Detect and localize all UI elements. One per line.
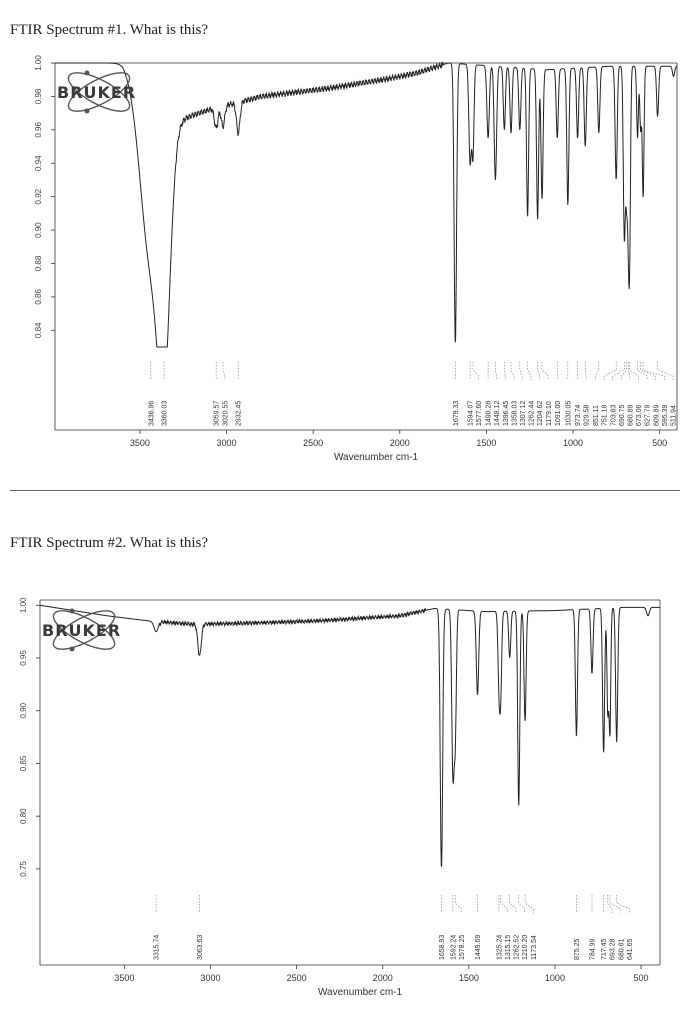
peak-label: 875.25: [573, 938, 581, 960]
y-tick-label: 0.95: [19, 650, 29, 666]
bruker-logo-text: BRUKER: [42, 621, 122, 640]
peak-label: 1490.28: [485, 400, 493, 426]
peak-label: 1577.60: [476, 400, 484, 426]
peak-label: 1210.20: [522, 934, 530, 960]
spectrum-2-heading: FTIR Spectrum #2. What is this?: [10, 535, 209, 551]
peak-label: 973.74: [575, 404, 583, 426]
logo-electron: [85, 109, 90, 114]
y-tick-label: 0.88: [34, 255, 44, 272]
spectrum-1-heading: FTIR Spectrum #1. What is this?: [10, 22, 209, 38]
peak-label: 511.94: [670, 405, 678, 426]
peak-label: 680.89: [627, 404, 635, 426]
peak-label: 1396.45: [502, 400, 510, 426]
x-tick-label: 1500: [476, 438, 497, 448]
peak-leader-line: [538, 362, 540, 380]
y-tick-label: 0.96: [34, 122, 44, 138]
peak-label: 1679.33: [452, 400, 460, 426]
peak-label: 3315.74: [153, 934, 161, 960]
peak-leader-line: [604, 362, 616, 380]
x-tick-label: 1500: [458, 973, 479, 983]
peak-leader-line: [628, 362, 630, 380]
peak-label: 751.18: [601, 404, 609, 426]
y-tick-label: 0.90: [34, 222, 44, 238]
y-tick-label: 0.94: [34, 155, 44, 172]
y-tick-label: 0.84: [34, 322, 44, 339]
x-axis-title: Wavenumber cm-1: [333, 452, 419, 463]
logo-electron: [70, 609, 75, 614]
peak-leader-line: [610, 895, 621, 913]
logo-electron: [70, 647, 75, 652]
peak-label: 1325.24: [496, 934, 504, 960]
peak-label: 1592.24: [450, 934, 458, 960]
peak-label: 690.75: [618, 404, 626, 426]
spectrum-trace: [40, 605, 660, 866]
peak-label: 3059.57: [213, 400, 221, 426]
peak-label: 3360.03: [161, 400, 169, 426]
x-tick-label: 1000: [563, 438, 584, 448]
x-tick-label: 500: [652, 438, 668, 448]
peak-leader-line: [641, 362, 656, 380]
y-tick-label: 0.92: [34, 188, 44, 205]
y-tick-label: 0.85: [19, 755, 29, 772]
peak-label: 1594.07: [467, 400, 475, 426]
peak-leader-line: [501, 895, 508, 913]
peak-label: 3063.63: [197, 934, 205, 960]
x-tick-label: 2000: [389, 438, 410, 448]
peak-leader-line: [585, 362, 586, 380]
y-tick-label: 0.80: [19, 808, 29, 824]
peak-label: 1262.52: [513, 934, 521, 960]
peak-label: 680.81: [618, 938, 626, 960]
logo-electron: [85, 71, 90, 76]
x-tick-label: 2500: [303, 438, 324, 448]
peak-label: 627.79: [644, 404, 652, 426]
x-tick-label: 1000: [544, 973, 565, 983]
peak-label: 1358.03: [511, 400, 519, 426]
peak-label: 1030.05: [565, 400, 573, 426]
peak-leader-line: [520, 362, 523, 380]
peak-label: 641.65: [626, 938, 634, 960]
y-tick-label: 0.90: [19, 702, 29, 719]
section-divider: [10, 490, 680, 491]
peak-leader-line: [542, 362, 548, 380]
peak-leader-line: [504, 362, 505, 380]
x-tick-label: 3500: [114, 973, 135, 983]
x-tick-label: 3000: [200, 973, 221, 983]
x-tick-label: 2500: [286, 973, 307, 983]
peak-leader-line: [519, 895, 525, 913]
bruker-logo: [57, 65, 136, 118]
x-tick-label: 3000: [216, 438, 237, 448]
x-tick-label: 500: [633, 973, 649, 983]
peak-leader-line: [511, 362, 514, 380]
y-tick-label: 0.86: [34, 289, 44, 305]
peak-leader-line: [596, 362, 599, 380]
peak-leader-line: [658, 362, 673, 380]
peak-label: 673.06: [636, 404, 644, 426]
peak-label: 929.58: [583, 404, 591, 426]
peak-label: 3436.96: [148, 400, 156, 426]
peak-label: 1658.93: [438, 934, 446, 960]
spectrum-trace: [55, 62, 677, 347]
peak-label: 1262.44: [528, 400, 536, 426]
peak-label: 784.99: [589, 938, 597, 960]
peak-leader-line: [525, 895, 533, 913]
peak-leader-line: [528, 362, 532, 380]
peak-leader-line: [223, 362, 225, 380]
x-tick-label: 2000: [372, 973, 393, 983]
peak-label: 1091.00: [554, 400, 562, 426]
peak-label: 1307.12: [519, 400, 527, 426]
peak-leader-line: [455, 895, 461, 913]
y-tick-label: 1.00: [34, 55, 44, 71]
peak-label: 1179.10: [545, 401, 553, 426]
peak-leader-line: [473, 362, 479, 380]
peak-label: 1578.25: [459, 934, 467, 960]
peak-label: 851.11: [593, 405, 601, 426]
spectrum-2-chart: [0, 590, 700, 1010]
bruker-logo-text: BRUKER: [57, 83, 137, 102]
peak-label: 1449.69: [474, 934, 482, 960]
peak-label: 693.28: [609, 938, 617, 960]
peak-leader-line: [495, 362, 496, 380]
x-axis-title: Wavenumber cm-1: [317, 987, 403, 998]
y-tick-label: 0.98: [34, 88, 44, 105]
y-tick-label: 0.75: [19, 861, 29, 877]
peak-label: 3020.55: [222, 400, 230, 426]
peak-leader-line: [510, 895, 516, 913]
peak-label: 703.83: [610, 404, 618, 426]
peak-label: 1448.12: [494, 400, 502, 426]
peak-label: 1173.54: [530, 935, 538, 960]
peak-leader-line: [630, 362, 639, 380]
peak-label: 609.89: [653, 404, 661, 426]
peak-leader-line: [643, 362, 664, 380]
peak-label: 2932.45: [235, 400, 243, 426]
spectrum-1-chart: [0, 50, 700, 490]
peak-label: 717.45: [601, 938, 609, 960]
peak-label: 1315.15: [505, 934, 513, 960]
peak-label: 1204.62: [537, 400, 545, 426]
peak-label: 595.39: [661, 404, 669, 426]
x-tick-label: 3500: [129, 438, 150, 448]
y-tick-label: 1.00: [19, 597, 29, 614]
peak-leader-line: [617, 895, 630, 913]
